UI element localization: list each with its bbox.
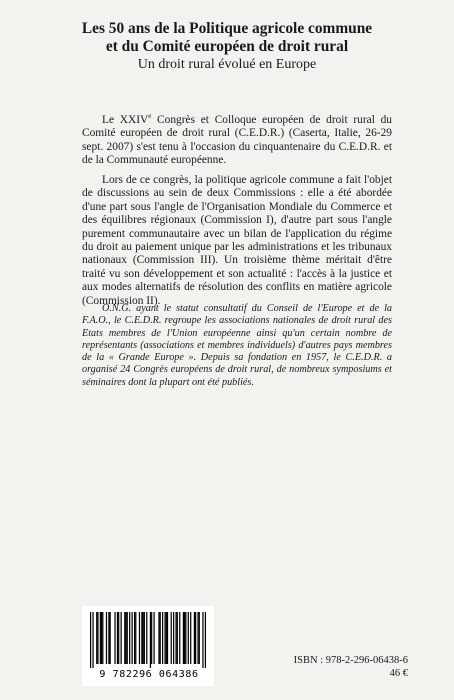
isbn: ISBN : 978-2-296-06438-6 xyxy=(293,655,408,666)
barcode-bar xyxy=(144,612,145,664)
barcode-bar xyxy=(92,612,93,668)
barcode-bar xyxy=(153,612,154,664)
book-title-line-1: Les 50 ans de la Politique agricole commune xyxy=(81,20,373,37)
barcode-bar xyxy=(90,612,91,668)
barcode-bar xyxy=(132,612,133,664)
barcode-bar xyxy=(173,612,174,664)
barcode-bar xyxy=(134,612,135,664)
barcode-bar xyxy=(183,612,184,664)
barcode-bar xyxy=(205,612,206,668)
barcode-bar xyxy=(150,612,151,668)
barcode-bar xyxy=(108,612,109,664)
barcode-bar xyxy=(135,612,136,664)
barcode-bar xyxy=(179,612,180,664)
barcode-bar xyxy=(177,612,178,664)
price: 46 € xyxy=(389,668,408,679)
barcode-bar xyxy=(102,612,103,664)
book-title-line-2: et du Comité européen de droit rural xyxy=(105,38,349,55)
barcode-bar xyxy=(166,612,167,664)
barcode-bar xyxy=(143,612,144,664)
barcode-bar xyxy=(158,612,159,664)
barcode-bar xyxy=(151,612,152,664)
barcode-bar xyxy=(185,612,186,664)
barcode-bar xyxy=(127,612,128,664)
barcode-number: 9 782296 064386 xyxy=(99,669,199,680)
barcode-bar xyxy=(194,612,195,664)
paragraph-cedr-note: O.N.G. ayant le statut consultatif du Conseil de l'Europe et de la F.A.O., le C.E.D.R. regroupe les associations nationales de droit rural des Etats membres de l'Union européenne ainsi qu'un certain nombre de représentants (associations et membres individuels) d'autres pays membres de la « Grande Europe ». Depuis sa fondation en 1957, le C.E.D.R. a organisé 24 Congrès européens de droit rural, de nombreux symposiums et séminaires dont la plupart ont été publiés. xyxy=(82,303,392,388)
barcode-bar xyxy=(141,612,142,664)
barcode-bar xyxy=(124,612,125,664)
barcode-bar xyxy=(101,612,102,664)
barcode-bar xyxy=(195,612,196,664)
barcode-bar xyxy=(184,612,185,664)
barcode-bar xyxy=(171,612,172,664)
barcode-bar xyxy=(117,612,118,664)
barcode-bar xyxy=(106,612,107,664)
barcode-bar xyxy=(202,612,203,668)
barcode-bar xyxy=(167,612,168,664)
barcode-bar xyxy=(197,612,198,664)
barcode xyxy=(82,606,214,686)
barcode-bar xyxy=(100,612,101,664)
paragraph-congress xyxy=(82,114,392,168)
barcode-bar xyxy=(129,612,130,664)
barcode-bar xyxy=(121,612,122,664)
barcode-bar xyxy=(114,612,115,664)
barcode-bar xyxy=(190,612,191,664)
barcode-bar xyxy=(125,612,126,664)
barcode-bar xyxy=(118,612,119,664)
barcode-bar xyxy=(97,612,98,664)
barcode-bar xyxy=(110,612,111,664)
barcode-bar xyxy=(162,612,163,664)
book-subtitle: Un droit rural évolué en Europe xyxy=(137,57,317,72)
superscript-e: e xyxy=(148,112,152,121)
barcode-bars xyxy=(90,612,206,668)
barcode-bar xyxy=(139,612,140,664)
paragraph-congress-start: Le XXIV xyxy=(102,114,149,126)
barcode-bar xyxy=(188,612,189,664)
barcode-bar xyxy=(160,612,161,664)
barcode-bar xyxy=(175,612,176,664)
paragraph-congress-rest: Congrès et Colloque européen de droit rural du Comité européen de droit rural (C.E.D.R.) (Caserta, Italie, 26-29 sept. 2007) s'est tenu à l'occasion du cinquantenaire du C.E.D.R. et de la Communauté européenne. xyxy=(82,114,392,167)
barcode-bar xyxy=(164,612,165,664)
barcode-bar xyxy=(199,612,200,664)
paragraph-commissions: Lors de ce congrès, la politique agricole commune a fait l'objet de discussions au sein de deux Commissions : elle a été abordée d'une part sous l'angle de l'Organisation Mondiale du Commerce et des équilibres régionaux (Commission I), d'autre part sous l'angle purement communautaire avec un bilan de l'application du régime du droit au paiement unique par les administrations et les tribunaux nationaux (Commission III). Un troisième thème méritait d'être traité vu son développement et son actualité : l'accès à la justice et aux modes alternatifs de résolution des conflits en matière agricole (Commission II). xyxy=(82,174,392,307)
barcode-bar xyxy=(96,612,97,664)
title-block xyxy=(0,20,454,73)
barcode-bar xyxy=(146,612,147,664)
